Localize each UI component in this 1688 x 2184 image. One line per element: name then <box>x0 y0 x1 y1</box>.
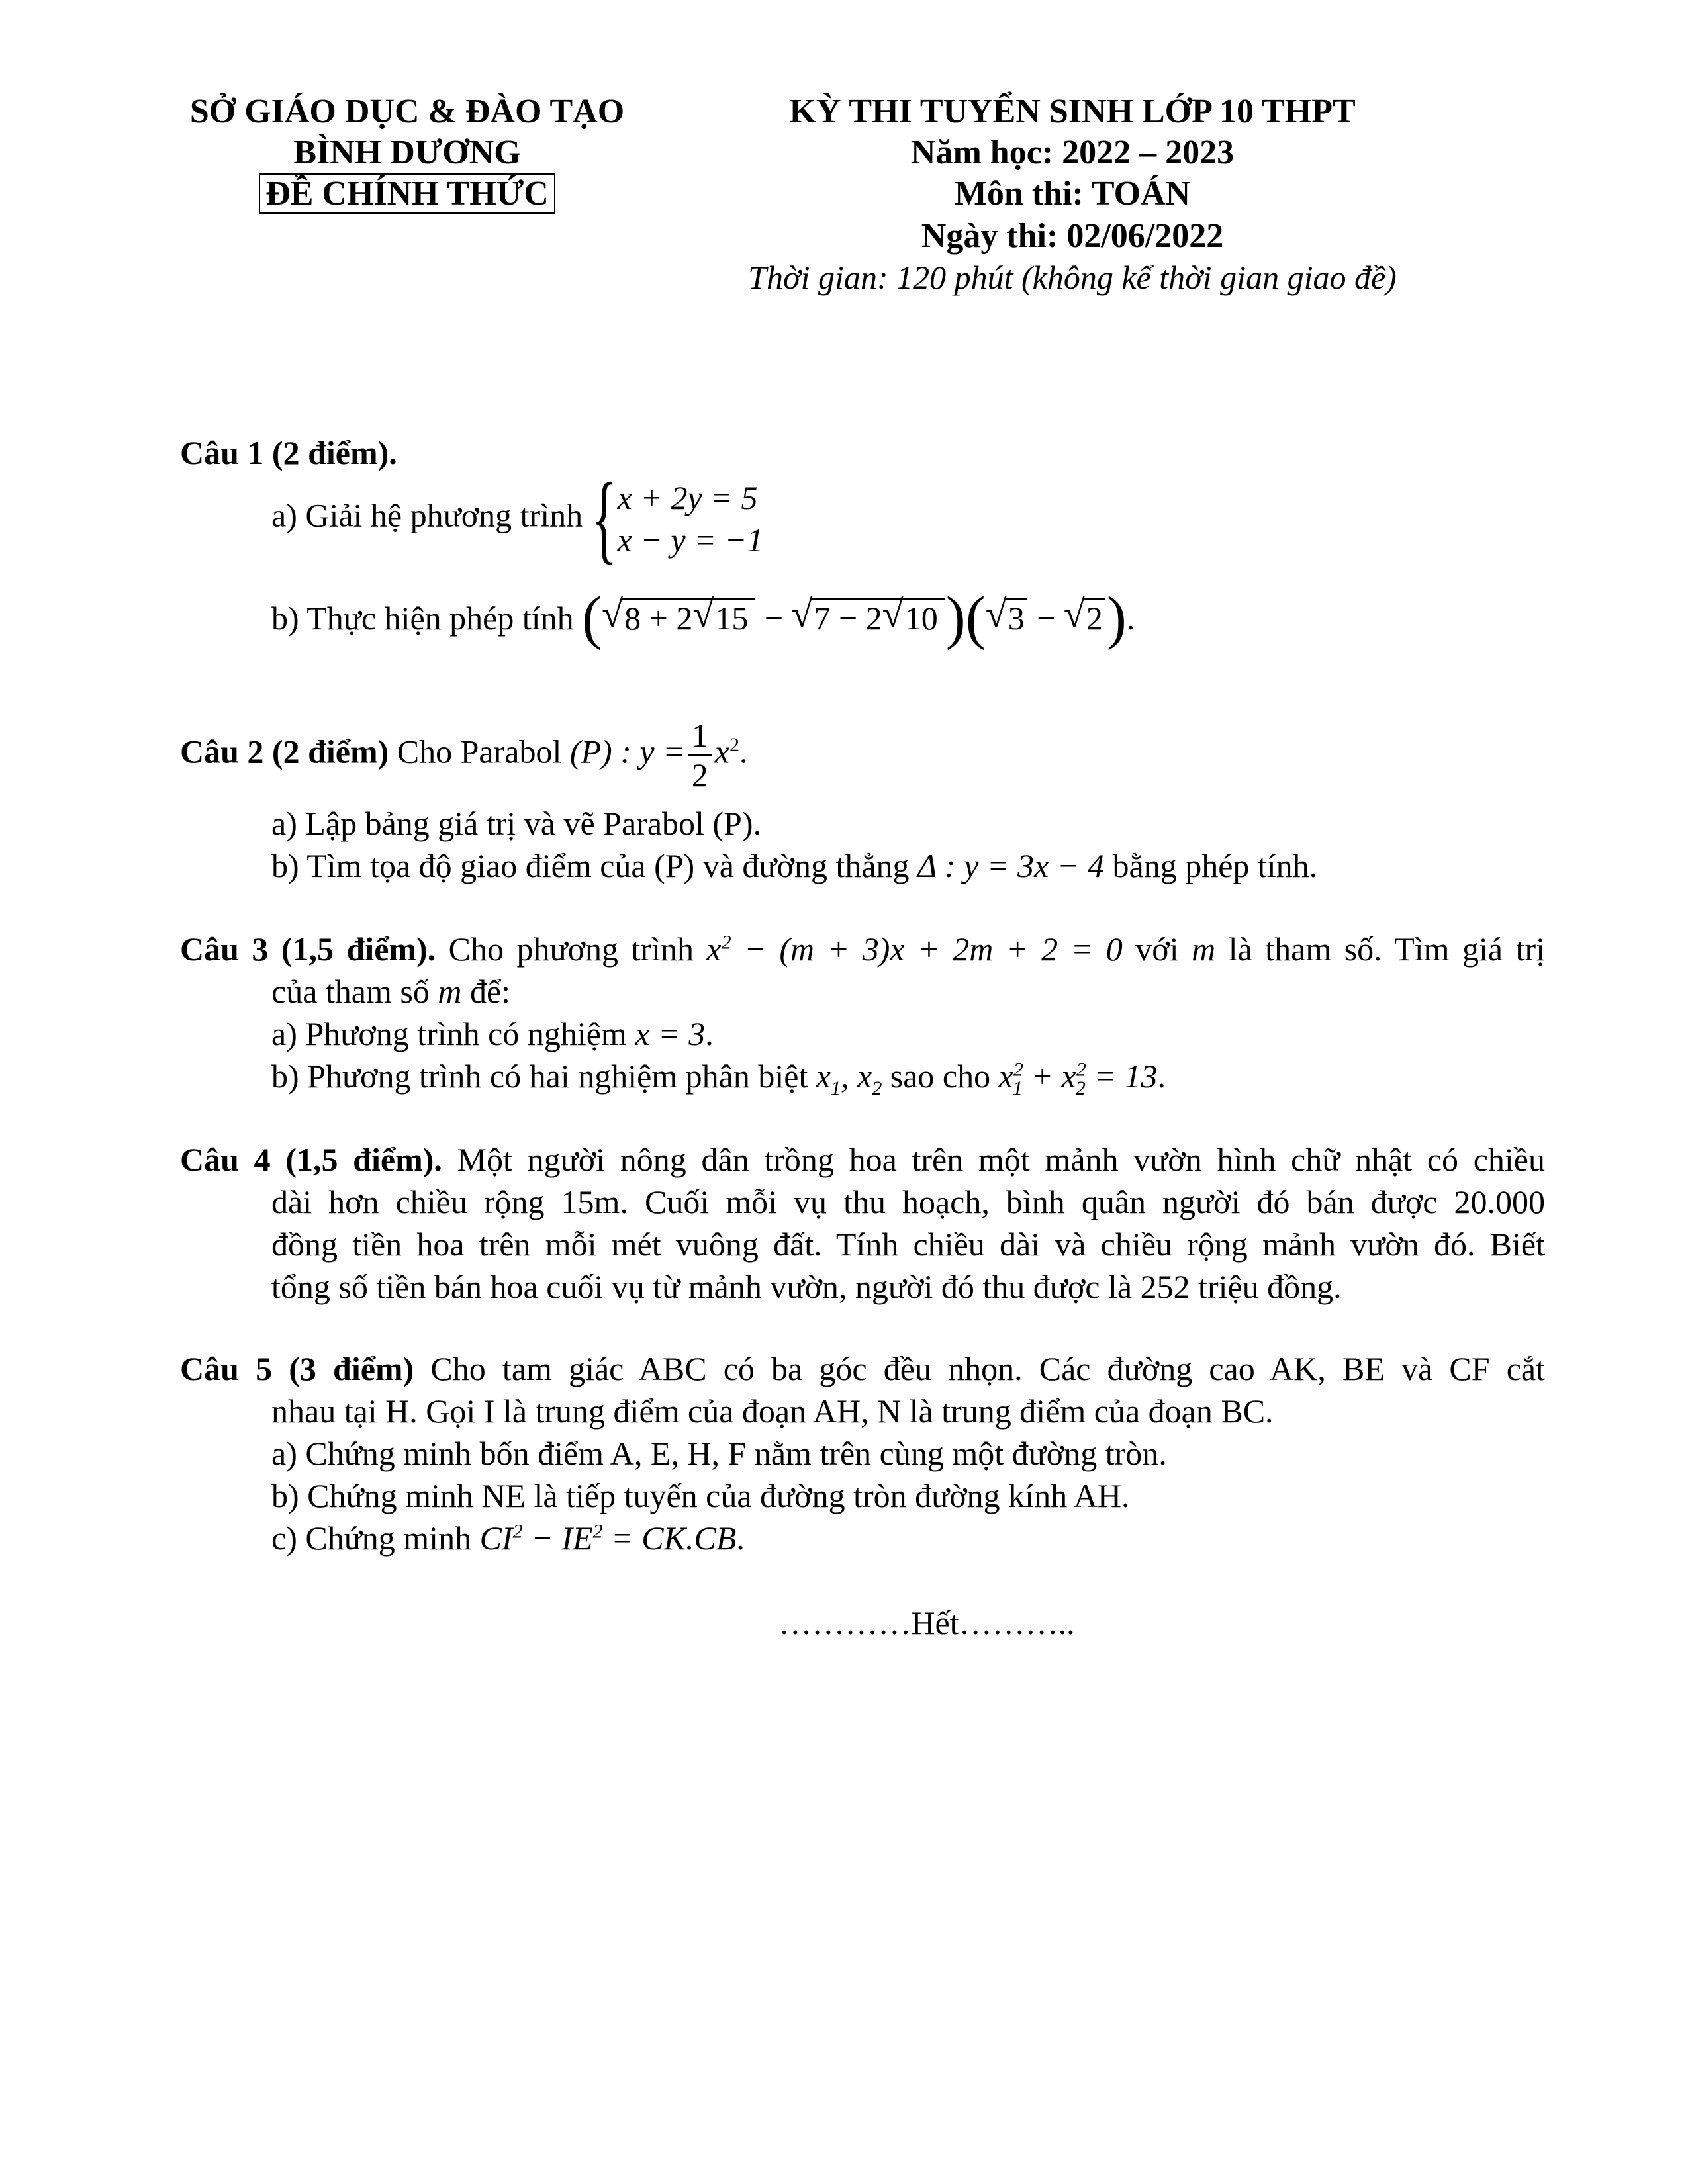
q3-b-roots: $x_1$, $x_2$ <box>816 1058 882 1099</box>
sqrt-icon: √ <box>882 592 904 635</box>
paren-open-icon: ( <box>582 585 602 651</box>
q3-b-text: b) Phương trình có hai nghiệm phân biệt <box>271 1058 808 1095</box>
q1-a-eq1: x + 2y = 5 <box>617 479 758 516</box>
paren-open-icon: ( <box>965 585 986 651</box>
q3-line1-end: là tham số. Tìm giá trị <box>1228 931 1546 968</box>
exam-date: Ngày thi: 02/06/2022 <box>921 217 1224 255</box>
sqrt-10 <box>882 592 941 639</box>
q4-line4: tổng số tiền bán hoa cuối vụ từ mảnh vườn, người đó thu được là 252 triệu đồng. <box>271 1268 1342 1305</box>
q5-part-a: a) Chứng minh bốn điểm A, E, H, F nằm trên cùng một đường tròn. <box>271 1435 1167 1472</box>
q3-a-text: a) Phương trình có nghiệm <box>271 1015 627 1052</box>
q2-title: Câu 2 (2 điểm) <box>180 733 389 770</box>
q5-part-b: b) Chứng minh NE là tiếp tuyến của đường tròn đường kính AH. <box>271 1477 1130 1514</box>
q3-b-end: . <box>1157 1058 1166 1095</box>
q5-c-text: c) Chứng minh <box>271 1520 472 1557</box>
exam-duration: Thời gian: 120 phút (không kể thời gian giao đề) <box>748 259 1397 296</box>
sqrt-icon: √ <box>1063 592 1085 635</box>
sqrt-15 <box>692 592 751 639</box>
q2-b-end: bằng phép tính. <box>1112 847 1318 884</box>
exam-title: KỲ THI TUYỂN SINH LỚP 10 THPT <box>789 93 1356 130</box>
q4-line1 <box>180 1138 1545 1181</box>
sqrt-icon: √ <box>692 592 714 635</box>
q3-title: Câu 3 (1,5 điểm). <box>180 931 436 968</box>
q2-formula-lhs: (P) : y = <box>569 733 685 770</box>
q1-b-r2a: 7 − 2 <box>814 600 882 637</box>
q2-b-start: b) Tìm tọa độ giao điểm của (P) và đường thẳng <box>271 847 910 884</box>
sqrt-8-plus <box>602 592 755 639</box>
q1-b-r3: 3 <box>1006 598 1027 637</box>
q3-line1-start: Cho phương trình <box>448 931 694 968</box>
q4-title: Câu 4 (1,5 điểm). <box>180 1141 442 1178</box>
fraction-one-half <box>688 716 712 794</box>
q1-b-minus: − <box>764 600 784 637</box>
sqrt-icon: √ <box>791 592 813 635</box>
q5-line1-text: Cho tam giác ABC có ba góc đều nhọn. Các đường cao AK, BE và CF cắt <box>430 1350 1546 1387</box>
q3-m-var: m <box>1192 931 1216 968</box>
q3-line2-end: để: <box>469 973 511 1010</box>
q5-part-c <box>271 1517 745 1559</box>
q2-formula-end: . <box>739 733 748 770</box>
q1-b-r1b: 15 <box>712 598 751 637</box>
q3-m-var-2: m <box>438 973 462 1010</box>
q3-line2-start: của tham số <box>271 973 430 1010</box>
q5-line1 <box>180 1347 1545 1390</box>
province-name: BÌNH DƯƠNG <box>293 134 521 171</box>
paren-close-icon: ) <box>945 585 966 651</box>
q3-line1-mid: với <box>1135 931 1179 968</box>
q2-part-b <box>271 844 1317 887</box>
frac-denominator: 2 <box>691 756 708 794</box>
q3-part-a <box>271 1013 714 1055</box>
q3-a-formula: x = 3 <box>635 1015 706 1052</box>
q1-b-r4: 2 <box>1084 598 1105 637</box>
q5-title: Câu 5 (3 điểm) <box>180 1350 414 1387</box>
q3-line2 <box>271 970 510 1013</box>
q1-b-r2b: 10 <box>902 598 941 637</box>
equation-system <box>590 463 764 573</box>
frac-numerator: 1 <box>688 716 712 756</box>
q2-b-formula: Δ : y = 3x − 4 <box>917 847 1104 884</box>
q3-a-end: . <box>705 1015 714 1052</box>
q3-line1 <box>180 928 1545 970</box>
sqrt-2 <box>1063 592 1105 639</box>
q2-intro: Cho Parabol <box>397 733 562 770</box>
official-label-wrap <box>159 173 655 214</box>
q1-b-r1a: 8 + 2 <box>624 600 693 637</box>
sqrt-7-minus <box>791 592 945 639</box>
sqrt-3 <box>985 592 1027 639</box>
exam-subject: Môn thi: TOÁN <box>954 175 1191 212</box>
q5-c-formula: $CI^2 - IE^2 = CK.CB$ <box>479 1520 737 1557</box>
school-year: Năm học: 2022 – 2023 <box>910 134 1235 171</box>
q4-line1-text: Một người nông dân trồng hoa trên một mảnh vườn hình chữ nhật có chiều <box>457 1141 1545 1178</box>
department-name: SỞ GIÁO DỤC & ĐÀO TẠO <box>189 93 625 130</box>
q2-part-a: a) Lập bảng giá trị và vẽ Parabol (P). <box>271 805 762 842</box>
q3-equation: $x^2 - (m + 3)x + 2m + 2 = 0$ <box>706 931 1123 968</box>
q5-line2: nhau tại H. Gọi I là trung điểm của đoạn AH, N là trung điểm của đoạn BC. <box>271 1392 1274 1430</box>
q3-b-formula: $x^2_1 + x^2_2 = 13$ <box>998 1058 1158 1099</box>
q1-title: Câu 1 (2 điểm). <box>180 434 397 471</box>
sqrt-icon: √ <box>985 592 1007 635</box>
q1-b-end: . <box>1126 600 1135 637</box>
q1-part-a <box>271 463 764 573</box>
paren-close-icon: ) <box>1106 585 1127 651</box>
q2-formula-exp: 2 <box>729 733 739 756</box>
q4-line3: đồng tiền hoa trên mỗi mét vuông đất. Tính chiều dài và chiều rộng mảnh vườn đó. Biết <box>271 1226 1545 1263</box>
q2-formula-rhs: x <box>714 733 729 770</box>
q5-c-end: . <box>736 1520 745 1557</box>
q1-a-eq2: x − y = −1 <box>617 522 764 559</box>
q1-b-minus-2: − <box>1037 600 1056 637</box>
q2-line <box>180 716 748 794</box>
official-exam-label: ĐỀ CHÍNH THỨC <box>259 173 555 214</box>
q3-part-b <box>271 1055 1166 1097</box>
sqrt-icon: √ <box>602 592 623 635</box>
end-marker: …………Hết……….. <box>778 1604 1075 1641</box>
q1-b-text: b) Thực hiện phép tính <box>271 600 574 637</box>
q1-a-text: a) Giải hệ phương trình <box>271 496 583 534</box>
q1-part-b <box>271 585 1135 651</box>
brace-icon: { <box>590 463 618 573</box>
q4-line2: dài hơn chiều rộng 15m. Cuối mỗi vụ thu hoạch, bình quân người đó bán được 20.000 <box>271 1183 1545 1220</box>
q3-b-mid: sao cho <box>890 1058 991 1095</box>
